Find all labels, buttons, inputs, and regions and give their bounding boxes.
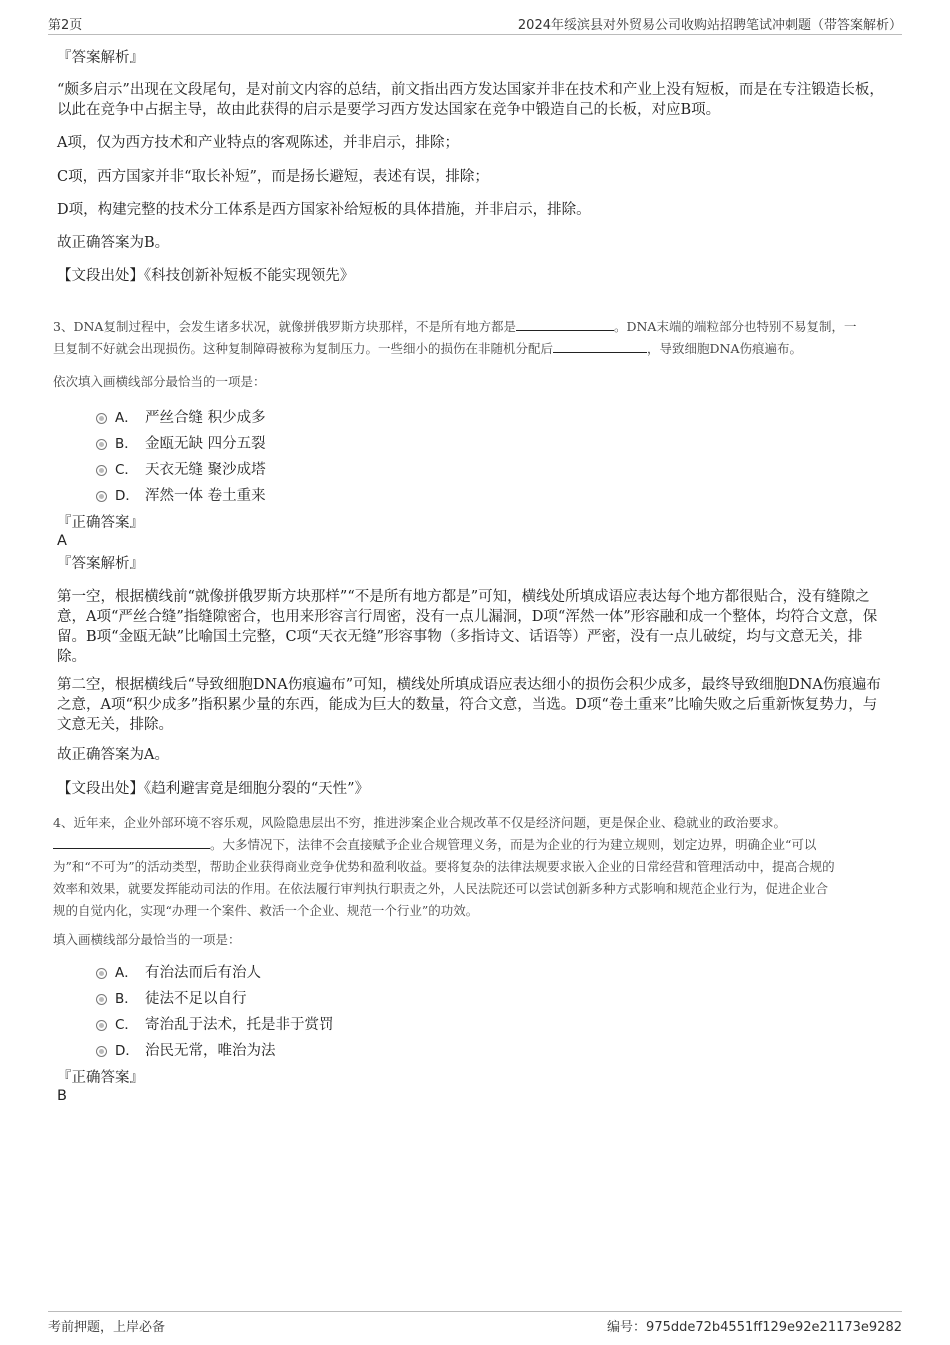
correct-answer-tag: 『正确答案』 [57, 1070, 144, 1086]
radio-icon[interactable] [96, 994, 107, 1005]
fill-blank [516, 316, 614, 331]
fill-blank [53, 834, 210, 849]
document-title: 2024年绥滨县对外贸易公司收购站招聘笔试冲刺题（带答案解析） [517, 18, 902, 33]
analysis-tag: 『答案解析』 [57, 50, 144, 66]
source-citation: 【文段出处】《趋利避害竟是细胞分裂的“天性”》 [57, 781, 370, 797]
analysis-paragraph: “颇多启示”出现在文段尾句，是对前文内容的总结，前文指出西方发达国家并非在技术和产业上没有短板，而是在专注锻造长板，以此在竞争中占据主导，故由此获得的启示是要学习西方发达国家在竞争中锻造自己的长板，对应B项。 [57, 82, 884, 118]
analysis-paragraph: C项，西方国家并非“取长补短”，而是扬长避短，表述有误，排除； [57, 169, 489, 185]
option-b[interactable]: B． 徒法不足以自行 [96, 989, 247, 1009]
radio-icon[interactable] [96, 439, 107, 450]
option-c[interactable]: C． 寄治乱于法术，托是非于赏罚 [96, 1015, 334, 1035]
page-number: 第2页 [48, 18, 83, 33]
answer-conclusion: 故正确答案为A。 [57, 747, 169, 763]
analysis-paragraph: D项，构建完整的技术分工体系是西方国家补给短板的具体措施，并非启示，排除。 [57, 202, 591, 218]
question-stem: 3、DNA复制过程中，会发生诸多状况，就像拼俄罗斯方块那样，不是所有地方都是 。DNA末端的端粒部分也特别不易复制，一 [53, 316, 908, 338]
option-b[interactable]: B． 金瓯无缺 四分五裂 [96, 434, 266, 454]
question-stem: 4、近年来，企业外部环境不容乐观，风险隐患层出不穷，推进涉案企业合规改革不仅是经济问题，更是保企业、稳就业的政治要求。 [53, 815, 786, 830]
radio-icon[interactable] [96, 968, 107, 979]
question-stem: 。大多情况下，法律不会直接赋予企业合规管理义务，而是为企业的行为建立规则，划定边界，明确企业“可以 [53, 834, 908, 856]
question-stem: 规的自觉内化，实现“办理一个案件、救活一个企业、规范一个行业”的功效。 [53, 903, 479, 918]
option-d[interactable]: D． 治民无常，唯治为法 [96, 1041, 276, 1061]
question-stem: 效率和效果，就要发挥能动司法的作用。在依法履行审判执行职责之外，人民法院还可以尝试创新多种方式影响和规范企业行为，促进企业合 [53, 881, 829, 896]
analysis-paragraph: A项，仅为西方技术和产业特点的客观陈述，并非启示，排除； [57, 135, 459, 151]
question-prompt: 填入画横线部分最恰当的一项是： [53, 932, 241, 947]
page-footer [48, 1311, 902, 1336]
source-citation: 【文段出处】《科技创新补短板不能实现领先》 [57, 268, 355, 284]
option-c[interactable]: C． 天衣无缝 聚沙成塔 [96, 460, 266, 480]
correct-answer: A [57, 533, 67, 549]
document-id: 编号：975dde72b4551ff129e92e21173e9282 [607, 1320, 902, 1335]
analysis-paragraph: 第一空，根据横线前“就像拼俄罗斯方块那样”“不是所有地方都是”可知，横线处所填成语应表达每个地方都很贴合，没有缝隙之意，A项“严丝合缝”指缝隙密合，也用来形容言行周密，没有一点儿漏洞，D项“浑然一体”形容融和成一个整体，均符合文意，保留。B项“金瓯无缺”比喻国土完整，C项“天衣无缝”形容事物（多指诗文、话语等）严密，没有一点儿破绽，均与文意无关，排除。 [57, 589, 878, 665]
analysis-tag: 『答案解析』 [57, 556, 144, 572]
footer-slogan: 考前押题，上岸必备 [48, 1320, 166, 1335]
radio-icon[interactable] [96, 465, 107, 476]
correct-answer: B [57, 1088, 67, 1104]
radio-icon[interactable] [96, 1020, 107, 1031]
radio-icon[interactable] [96, 413, 107, 424]
radio-icon[interactable] [96, 1046, 107, 1057]
option-a[interactable]: A． 严丝合缝 积少成多 [96, 408, 266, 428]
option-a[interactable]: A． 有治法而后有治人 [96, 963, 261, 983]
question-stem: 为”和“不可为”的活动类型，帮助企业获得商业竞争优势和盈利收益。要将复杂的法律法规要求嵌入企业的日常经营和管理活动中，提高合规的 [53, 859, 835, 874]
fill-blank [553, 338, 647, 353]
question-stem: 旦复制不好就会出现损伤。这种复制障碍被称为复制压力。一些细小的损伤在非随机分配后 ，导致细胞DNA伤痕遍布。 [53, 338, 908, 360]
analysis-paragraph: 第二空，根据横线后“导致细胞DNA伤痕遍布”可知，横线处所填成语应表达细小的损伤会积少成多，最终导致细胞DNA伤痕遍布之意，A项“积少成多”指积累少量的东西，能成为巨大的数量，符合文意，当选。D项“卷土重来”比喻失败之后重新恢复势力，与文意无关，排除。 [57, 677, 881, 733]
page-header [48, 12, 902, 35]
correct-answer-tag: 『正确答案』 [57, 515, 144, 531]
option-d[interactable]: D． 浑然一体 卷土重来 [96, 486, 266, 506]
radio-icon[interactable] [96, 491, 107, 502]
answer-conclusion: 故正确答案为B。 [57, 235, 170, 251]
question-prompt: 依次填入画横线部分最恰当的一项是： [53, 374, 266, 389]
